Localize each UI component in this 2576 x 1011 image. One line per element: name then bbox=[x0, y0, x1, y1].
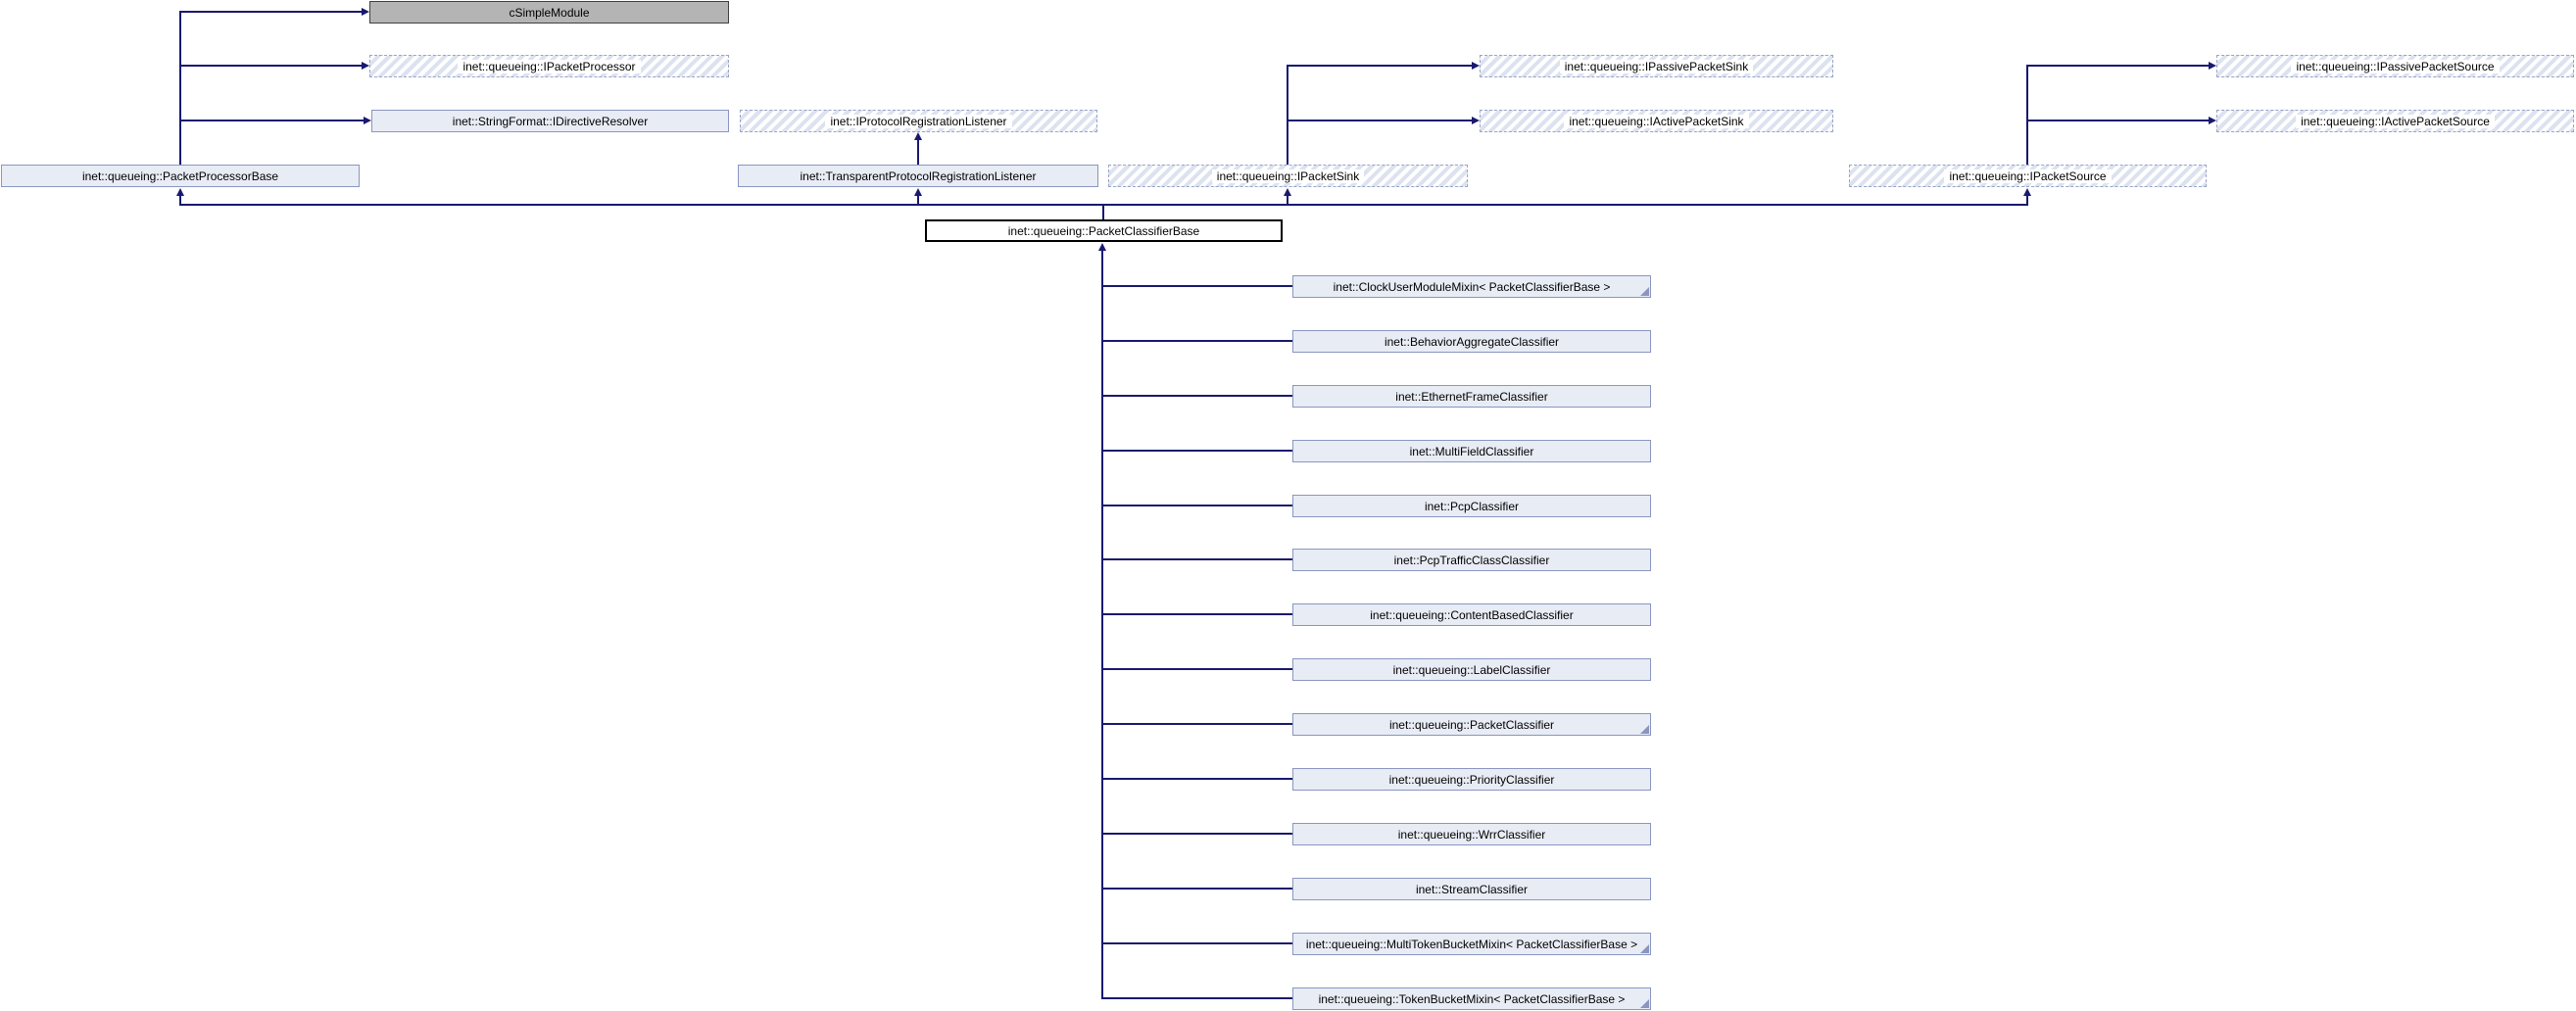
arrowhead-icon bbox=[1098, 243, 1106, 251]
edge-line bbox=[1288, 120, 1472, 121]
node-pcpclassifier[interactable] bbox=[1292, 495, 1651, 517]
edge-line bbox=[180, 65, 362, 67]
node-iprotocolregistrationlistener bbox=[740, 110, 1097, 132]
arrowhead-icon bbox=[176, 188, 184, 196]
expand-notch-icon bbox=[1640, 287, 1649, 296]
node-label: inet::queueing::WrrClassifier bbox=[1397, 827, 1546, 842]
expand-notch-icon bbox=[1640, 944, 1649, 953]
node-labelclassifier[interactable] bbox=[1292, 658, 1651, 681]
arrowhead-icon bbox=[914, 132, 922, 140]
node-label: inet::queueing::IActivePacketSource bbox=[2296, 115, 2495, 128]
expand-notch-icon bbox=[1640, 999, 1649, 1008]
edge-line bbox=[2026, 196, 2028, 205]
node-behavioraggregateclassifier[interactable] bbox=[1292, 330, 1651, 353]
arrowhead-icon bbox=[1472, 62, 1480, 70]
edge-line bbox=[1102, 778, 1292, 780]
node-iactivepacketsource bbox=[2216, 110, 2574, 132]
node-packetclassifierbase bbox=[925, 219, 1283, 242]
node-label: inet::queueing::IPacketProcessor bbox=[458, 60, 640, 73]
edge-line bbox=[1102, 833, 1292, 835]
arrowhead-icon bbox=[362, 62, 369, 70]
edge-line bbox=[179, 196, 181, 205]
node-priorityclassifier[interactable] bbox=[1292, 768, 1651, 791]
edge-line bbox=[1102, 942, 1292, 944]
node-csimplemodule bbox=[369, 1, 729, 24]
edge-line bbox=[1102, 613, 1292, 615]
node-packetprocessorbase[interactable] bbox=[1, 165, 360, 187]
node-label: inet::queueing::IPacketSink bbox=[1212, 169, 1364, 183]
node-label: inet::PcpClassifier bbox=[1424, 499, 1520, 513]
node-label: inet::IProtocolRegistrationListener bbox=[825, 115, 1011, 128]
node-label: inet::queueing::MultiTokenBucketMixin< PacketClassifierBase > bbox=[1305, 937, 1638, 951]
node-idirectiveresolver[interactable] bbox=[371, 110, 729, 132]
edge-line bbox=[2026, 65, 2028, 165]
node-clockusermodulemixin[interactable] bbox=[1292, 275, 1651, 298]
edge-line bbox=[2027, 65, 2209, 67]
edge-line bbox=[1287, 65, 1288, 165]
node-packetclassifier[interactable] bbox=[1292, 713, 1651, 736]
edge-line bbox=[1102, 340, 1292, 342]
node-label: inet::ClockUserModuleMixin< PacketClassifierBase > bbox=[1333, 279, 1611, 294]
node-label: inet::queueing::IActivePacketSink bbox=[1564, 115, 1748, 128]
edge-line bbox=[1287, 196, 1288, 205]
arrowhead-icon bbox=[364, 117, 371, 124]
node-label: cSimpleModule bbox=[509, 5, 590, 20]
node-label: inet::EthernetFrameClassifier bbox=[1395, 389, 1548, 404]
node-ipassivepacketsource bbox=[2216, 55, 2574, 77]
arrowhead-icon bbox=[2209, 117, 2216, 124]
arrowhead-icon bbox=[1284, 188, 1291, 196]
node-label: inet::queueing::IPassivePacketSource bbox=[2291, 60, 2499, 73]
node-label: inet::queueing::PriorityClassifier bbox=[1388, 772, 1555, 787]
node-streamclassifier[interactable] bbox=[1292, 878, 1651, 900]
arrowhead-icon bbox=[362, 8, 369, 16]
edge-line bbox=[1102, 285, 1292, 287]
edge-line bbox=[180, 120, 364, 121]
node-ipassivepacketsink bbox=[1480, 55, 1833, 77]
node-multifieldclassifier[interactable] bbox=[1292, 440, 1651, 462]
arrowhead-icon bbox=[2023, 188, 2031, 196]
node-label: inet::queueing::PacketProcessorBase bbox=[81, 168, 279, 183]
edge-line bbox=[1288, 65, 1472, 67]
edge-line bbox=[917, 196, 919, 205]
node-ethernetframeclassifier[interactable] bbox=[1292, 385, 1651, 408]
node-iactivepacketsink bbox=[1480, 110, 1833, 132]
node-contentbasedclassifier[interactable] bbox=[1292, 603, 1651, 626]
node-ipacketprocessor bbox=[369, 55, 729, 77]
node-ipacketsource bbox=[1849, 165, 2207, 187]
node-ipacketsink bbox=[1108, 165, 1468, 187]
arrowhead-icon bbox=[2209, 62, 2216, 70]
node-label: inet::BehaviorAggregateClassifier bbox=[1384, 334, 1560, 349]
edge-line bbox=[180, 11, 362, 13]
node-tokenbucketmixin[interactable] bbox=[1292, 987, 1651, 1010]
node-multitokenbucketmixin[interactable] bbox=[1292, 933, 1651, 955]
edge-line bbox=[1102, 205, 1104, 219]
node-label: inet::StreamClassifier bbox=[1415, 882, 1529, 896]
node-label: inet::StringFormat::IDirectiveResolver bbox=[452, 114, 649, 128]
edge-line bbox=[1102, 723, 1292, 725]
arrowhead-icon bbox=[914, 188, 922, 196]
edge-line bbox=[2027, 120, 2209, 121]
edge-line bbox=[1102, 558, 1292, 560]
edge-line bbox=[1102, 505, 1292, 506]
edge-line bbox=[1102, 450, 1292, 452]
node-label: inet::queueing::IPassivePacketSink bbox=[1560, 60, 1753, 73]
expand-notch-icon bbox=[1640, 725, 1649, 734]
arrowhead-icon bbox=[1472, 117, 1480, 124]
node-transparentprotocolregistrationlistener[interactable] bbox=[738, 165, 1098, 187]
node-label: inet::PcpTrafficClassClassifier bbox=[1393, 553, 1550, 567]
node-label: inet::queueing::PacketClassifier bbox=[1388, 717, 1555, 732]
edge-line bbox=[1102, 888, 1292, 890]
edge-line bbox=[1102, 997, 1292, 999]
node-label: inet::queueing::PacketClassifierBase bbox=[1007, 223, 1200, 238]
node-pcptrafficclassclassifier[interactable] bbox=[1292, 549, 1651, 571]
node-wrrclassifier[interactable] bbox=[1292, 823, 1651, 845]
edge-line bbox=[917, 140, 919, 165]
node-label: inet::TransparentProtocolRegistrationListener bbox=[800, 168, 1037, 183]
node-label: inet::queueing::IPacketSource bbox=[1944, 169, 2111, 183]
node-label: inet::queueing::ContentBasedClassifier bbox=[1370, 607, 1574, 622]
edge-line bbox=[179, 11, 181, 165]
node-label: inet::MultiFieldClassifier bbox=[1409, 444, 1534, 458]
node-label: inet::queueing::LabelClassifier bbox=[1392, 662, 1551, 677]
edge-line bbox=[1102, 395, 1292, 397]
edge-line bbox=[1102, 668, 1292, 670]
node-label: inet::queueing::TokenBucketMixin< PacketClassifierBase > bbox=[1318, 991, 1626, 1006]
